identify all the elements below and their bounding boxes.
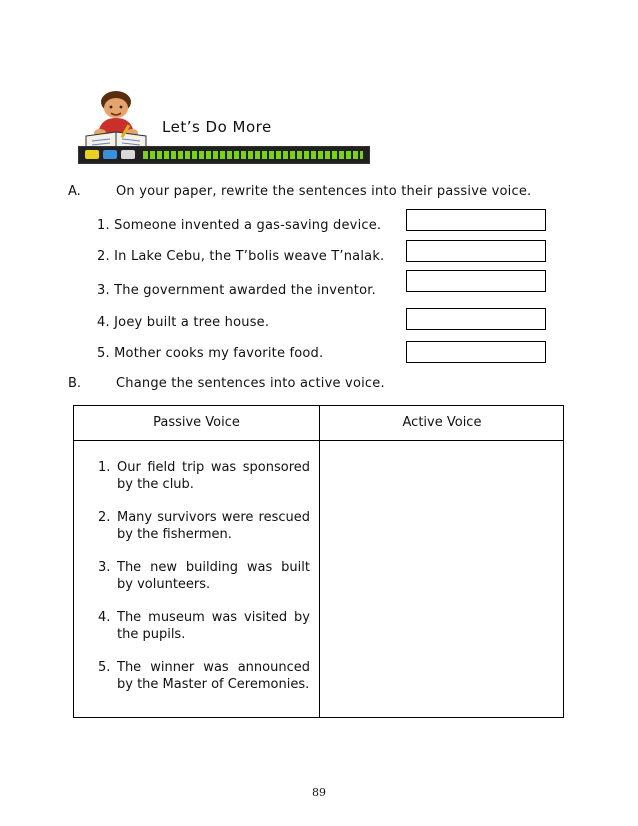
section-title: Let’s Do More (162, 118, 272, 136)
strip-ticks (143, 151, 363, 159)
passive-sentence: Our field trip was sponsored by the club. (117, 460, 310, 492)
exercise-item: 1. Someone invented a gas-saving device. (97, 218, 382, 233)
exercise-item: 5. Mother cooks my favorite food. (97, 346, 324, 361)
voice-table (73, 405, 564, 718)
page-number: 89 (312, 786, 326, 799)
table-row (98, 609, 310, 643)
lego-block-icon (103, 150, 117, 159)
passive-sentence: The new building was built by volunteers. (117, 560, 310, 592)
table-row (98, 459, 310, 493)
answer-box[interactable] (406, 240, 546, 262)
row-number: 2. (98, 510, 111, 525)
passive-sentence: Many survivors were rescued by the fishermen. (117, 510, 310, 542)
answer-box[interactable] (406, 209, 546, 231)
row-number: 5. (98, 660, 111, 675)
exercise-item: 3. The government awarded the inventor. (97, 283, 376, 298)
section-header (78, 88, 370, 164)
table-row (98, 659, 310, 693)
table-row (98, 559, 310, 593)
section-b-letter: B. (68, 376, 82, 391)
answer-box[interactable] (406, 270, 546, 292)
lego-block-icon (121, 150, 135, 159)
section-a-letter: A. (68, 184, 81, 199)
answer-box[interactable] (406, 308, 546, 330)
passive-sentence: The winner was announced by the Master of Ceremonies. (117, 660, 310, 692)
section-a-instruction: On your paper, rewrite the sentences into their passive voice. (116, 184, 532, 199)
passive-sentence: The museum was visited by the pupils. (117, 610, 310, 642)
decorative-strip (78, 146, 370, 164)
exercise-item: 4. Joey built a tree house. (97, 315, 270, 330)
lego-block-icon (85, 150, 99, 159)
row-number: 4. (98, 610, 111, 625)
table-row (98, 509, 310, 543)
column-header-active: Active Voice (402, 415, 482, 430)
row-number: 3. (98, 560, 111, 575)
answer-box[interactable] (406, 341, 546, 363)
row-number: 1. (98, 460, 111, 475)
active-voice-answer-area[interactable] (320, 441, 563, 717)
column-header-passive: Passive Voice (153, 415, 240, 430)
section-b-instruction: Change the sentences into active voice. (116, 376, 385, 391)
exercise-item: 2. In Lake Cebu, the T’bolis weave T’nalak. (97, 249, 385, 264)
